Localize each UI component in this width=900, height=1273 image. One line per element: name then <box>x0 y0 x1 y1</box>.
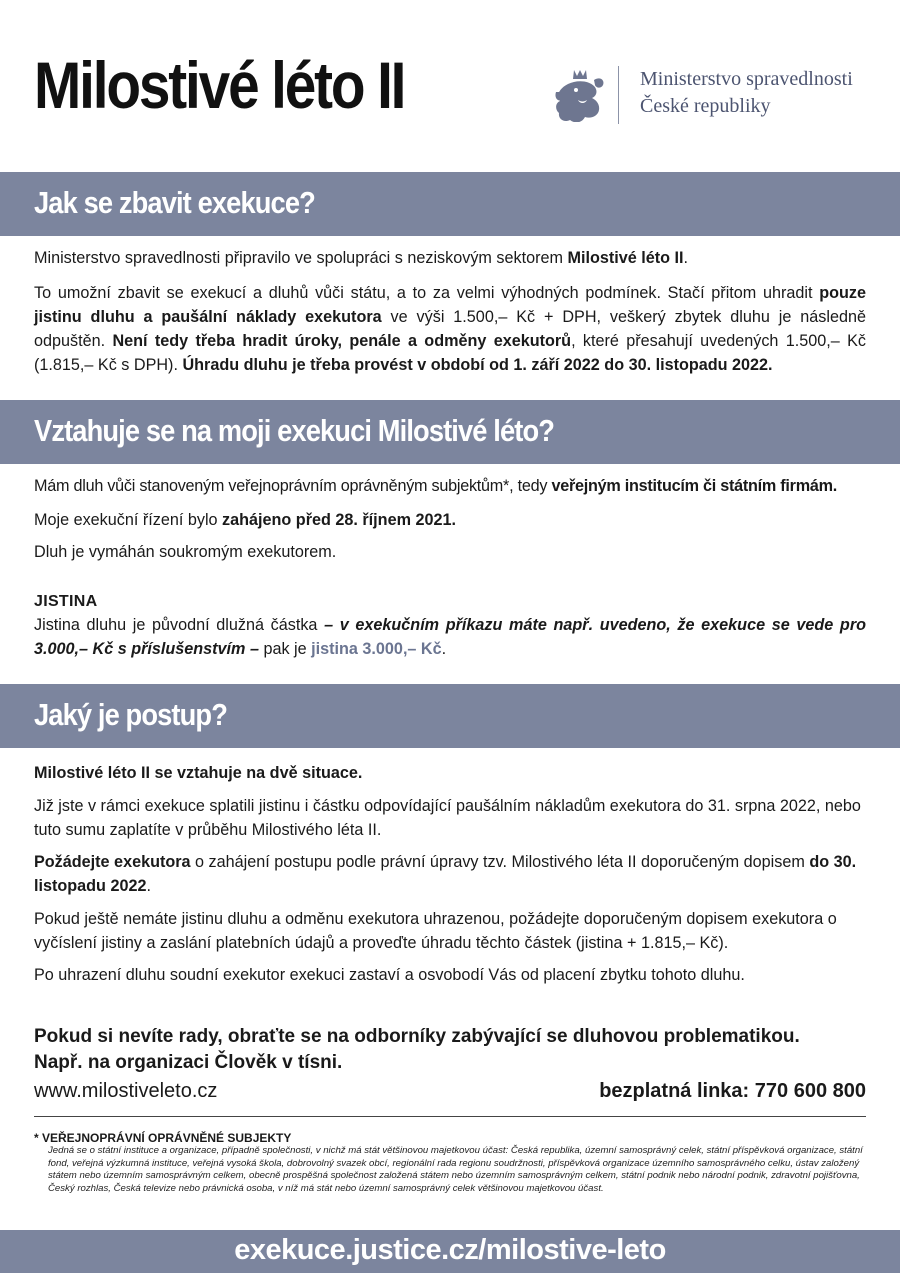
paragraph-enforced: Dluh je vymáhán soukromým exekutorem. <box>34 543 337 561</box>
section-heading: Jak se zbavit exekuce? <box>34 185 315 220</box>
paragraph-request: Požádejte exekutora o zahájení postupu podle právní úpravy tzv. Milostivého léta II doporučeným dopisem do 30. listopadu 2022. <box>34 853 857 895</box>
contact-organization: Např. na organizaci Člověk v tísni. <box>34 1052 343 1073</box>
footnote-heading: * VEŘEJNOPRÁVNÍ OPRÁVNĚNÉ SUBJEKTY <box>34 1131 292 1145</box>
paragraph-debt: Mám dluh vůči stanoveným veřejnoprávním oprávněným subjektům*, tedy veřejným institucím či státním firmám. <box>34 477 838 495</box>
contact-advice: Pokud si nevíte rady, obraťte se na odborníky zabývající se dluhovou problematikou. <box>34 1026 800 1047</box>
page-title: Milostivé léto II <box>34 48 405 122</box>
paragraph-conditions: To umožní zbavit se exekucí a dluhů vůči státu, a to za velmi výhodných podmínek. Stačí přitom uhradit pouze jistinu dluhu a paušální náklady exekutora ve výši 1.500,– Kč + DPH, veškerý zbytek dluhu je následně odpuštěn. Není tedy třeba hradit úroky, penále a odměny exekutorů, které přesahují uvedených 1.500,– Kč (1.815,– Kč s DPH). Úhradu dluhu je třeba provést v období od 1. září 2022 do 30. listopadu 2022. <box>34 284 866 374</box>
page-header <box>0 0 900 172</box>
section-header-procedure <box>0 684 900 748</box>
paragraph-paid: Již jste v rámci exekuce splatili jistinu i částku odpovídající paušálním nákladům exekutora do 31. srpna 2022, nebo tuto sumu zaplatíte v průběhu Milostivého léta II. <box>34 797 861 839</box>
section-header-applies <box>0 400 900 464</box>
paragraph-jistina: Jistina dluhu je původní dlužná částka – v exekučním příkazu máte např. uvedeno, že exekuce se vede pro 3.000,– Kč s příslušenstvím – pak je jistina 3.000,– Kč. <box>34 616 867 658</box>
logo-divider <box>618 66 619 124</box>
ministry-name <box>640 66 853 120</box>
section-header-how-to <box>0 172 900 236</box>
czech-lion-icon <box>554 66 606 122</box>
ministry-name-line2: České republiky <box>640 95 771 117</box>
footer-url-link[interactable]: exekuce.justice.cz/milostive-leto <box>234 1234 666 1266</box>
paragraph-intro: Ministerstvo spravedlnosti připravilo ve spolupráci s neziskovým sektorem Milostivé léto II. <box>34 249 689 267</box>
section-heading: Vztahuje se na moji exekuci Milostivé léto? <box>34 413 555 448</box>
footer-band <box>0 1230 900 1273</box>
paragraph-result: Po uhrazení dluhu soudní exekutor exekuci zastaví a osvobodí Vás od placení zbytku tohoto dluhu. <box>34 966 745 984</box>
paragraph-started: Moje exekuční řízení bylo zahájeno před 28. říjnem 2021. <box>34 511 456 529</box>
paragraph-unpaid: Pokud ještě nemáte jistinu dluhu a odměnu exekutora uhrazenou, požádejte doporučeným dopisem exekutora o vyčíslení jistiny a zaslání platebních údajů a proveďte úhradu těchto částek (jistina + 1.815,– Kč). <box>34 910 837 952</box>
jistina-heading: JISTINA <box>34 593 98 610</box>
paragraph-two-situations: Milostivé léto II se vztahuje na dvě situace. <box>34 764 363 782</box>
ministry-name-line1: Ministerstvo spravedlnosti <box>640 68 853 90</box>
website-link[interactable]: www.milostiveleto.cz <box>34 1080 218 1102</box>
section-heading: Jaký je postup? <box>34 697 227 732</box>
hotline-number: bezplatná linka: 770 600 800 <box>599 1080 866 1102</box>
footnote-body: Jedná se o státní instituce a organizace, případně společnosti, v nichž má stát většinovou majetkovou účast: Česká republika, územní samosprávný celek, státní příspěvková organizace, státní fond, veřejná výzkumná instituce, veřejná vysoká škola, dobrovolný svazek obcí, regionální rada regionu soudržnosti, příspěvková organizace územního samosprávného celku, ústav založený státem nebo územním samosprávným celkem, obecně prospěšná společnost založená státem nebo územním samosprávným celkem, státní podnik nebo národní podnik, zdravotní pojišťovna, Český rozhlas, Česká televize nebo právnická osoba, v níž má stát nebo územní samosprávný celek většinovou majetkovou účast. <box>48 1145 863 1194</box>
divider <box>34 1116 866 1117</box>
